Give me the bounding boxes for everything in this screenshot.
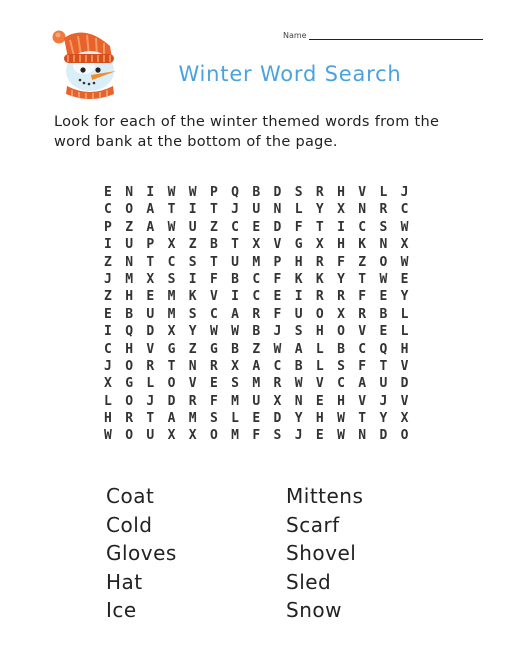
grid-letter[interactable]: H <box>315 411 324 427</box>
word-bank-item: Shovel <box>286 541 357 565</box>
grid-letter[interactable]: S <box>337 358 345 374</box>
grid-letter[interactable]: E <box>315 393 324 409</box>
grid-letter[interactable]: A <box>294 341 303 357</box>
grid-letter[interactable]: A <box>252 358 261 374</box>
grid-letter[interactable]: W <box>337 428 345 444</box>
grid-letter[interactable]: H <box>125 341 134 357</box>
grid-letter[interactable]: B <box>231 341 239 357</box>
grid-letter[interactable]: M <box>252 376 261 392</box>
grid-letter[interactable]: Q <box>231 185 239 200</box>
grid-letter[interactable]: X <box>273 393 282 409</box>
grid-letter[interactable]: V <box>188 376 197 392</box>
grid-letter[interactable]: B <box>209 237 218 253</box>
grid-letter[interactable]: W <box>294 376 303 392</box>
grid-letter[interactable]: X <box>252 237 261 253</box>
word-bank-right-column <box>286 482 363 625</box>
grid-letter[interactable]: F <box>358 358 367 374</box>
word-bank-item: Snow <box>286 598 342 622</box>
name-underline[interactable] <box>309 29 483 40</box>
grid-letter[interactable]: A <box>231 306 239 322</box>
grid-letter[interactable]: U <box>188 219 197 235</box>
grid-letter[interactable]: M <box>252 254 261 270</box>
grid-letter[interactable]: W <box>209 324 218 340</box>
grid-letter[interactable]: N <box>358 202 367 218</box>
grid-letter[interactable]: V <box>400 393 409 409</box>
grid-letter[interactable]: U <box>125 237 134 253</box>
grid-letter[interactable]: O <box>125 393 134 409</box>
grid-letter[interactable]: J <box>294 428 303 444</box>
grid-letter[interactable]: L <box>315 341 324 357</box>
grid-letter[interactable]: K <box>294 271 303 287</box>
word-bank-item: Gloves <box>106 541 177 565</box>
grid-letter[interactable]: C <box>252 271 261 287</box>
grid-letter[interactable]: Q <box>379 341 388 357</box>
grid-letter[interactable]: X <box>188 428 197 444</box>
grid-letter[interactable]: F <box>209 271 218 287</box>
grid-letter[interactable]: U <box>379 376 388 392</box>
grid-letter[interactable]: S <box>379 219 388 235</box>
word-bank-left-column <box>106 482 177 625</box>
grid-letter[interactable]: R <box>358 306 367 322</box>
grid-letter[interactable]: X <box>104 376 112 392</box>
grid-letter[interactable]: N <box>358 428 367 444</box>
grid-letter[interactable]: B <box>337 341 345 357</box>
grid-letter[interactable]: A <box>146 219 155 235</box>
grid-letter[interactable]: R <box>209 358 218 374</box>
grid-letter[interactable]: T <box>358 271 367 287</box>
grid-letter[interactable]: S <box>294 185 303 200</box>
grid-letter[interactable]: T <box>146 411 155 427</box>
grid-letter[interactable]: P <box>273 254 282 270</box>
grid-letter[interactable]: S <box>188 254 197 270</box>
grid-letter[interactable]: N <box>379 237 388 253</box>
grid-letter[interactable]: I <box>337 219 345 235</box>
grid-letter[interactable]: L <box>294 202 303 218</box>
grid-letter[interactable]: Z <box>125 219 134 235</box>
grid-letter[interactable]: W <box>379 271 388 287</box>
grid-letter[interactable]: Y <box>379 411 388 427</box>
grid-letter[interactable]: E <box>315 428 324 444</box>
grid-letter[interactable]: L <box>379 185 388 200</box>
grid-letter[interactable]: V <box>400 358 409 374</box>
grid-letter[interactable]: Y <box>337 271 345 287</box>
grid-letter[interactable]: H <box>337 393 345 409</box>
grid-letter[interactable]: T <box>315 219 324 235</box>
grid-letter[interactable]: E <box>209 376 218 392</box>
grid-letter[interactable]: J <box>104 271 112 287</box>
grid-letter[interactable]: C <box>231 219 239 235</box>
grid-letter[interactable]: E <box>104 185 112 200</box>
grid-letter[interactable]: V <box>146 341 155 357</box>
grid-letter[interactable]: W <box>167 185 176 200</box>
grid-letter[interactable]: X <box>167 237 176 253</box>
grid-letter[interactable]: T <box>209 202 218 218</box>
grid-letter[interactable]: Z <box>358 254 367 270</box>
word-bank-item: Scarf <box>286 512 340 537</box>
grid-letter[interactable]: H <box>104 411 112 427</box>
grid-letter[interactable]: X <box>315 237 324 253</box>
grid-letter[interactable]: O <box>337 324 345 340</box>
grid-letter[interactable]: R <box>315 289 324 305</box>
grid-letter[interactable]: F <box>273 271 282 287</box>
grid-letter[interactable]: O <box>315 306 324 322</box>
grid-letter[interactable]: O <box>400 428 409 444</box>
grid-letter[interactable]: C <box>167 254 176 270</box>
grid-letter[interactable]: B <box>252 185 261 200</box>
grid-letter[interactable]: N <box>188 358 197 374</box>
grid-letter[interactable]: R <box>125 411 134 427</box>
grid-letter[interactable]: U <box>252 393 261 409</box>
grid-letter[interactable]: Z <box>188 341 197 357</box>
grid-letter[interactable]: B <box>231 271 239 287</box>
grid-letter[interactable]: R <box>273 376 282 392</box>
grid-letter[interactable]: C <box>273 358 282 374</box>
grid-letter[interactable]: U <box>146 306 155 322</box>
name-label: Name <box>283 31 307 40</box>
grid-letter[interactable]: K <box>188 289 197 305</box>
grid-letter[interactable]: X <box>337 202 345 218</box>
word-bank-item: Sled <box>286 569 332 594</box>
grid-letter[interactable]: A <box>167 411 176 427</box>
grid-letter[interactable]: N <box>125 254 134 270</box>
grid-letter[interactable]: D <box>273 219 282 235</box>
grid-letter[interactable]: S <box>231 376 239 392</box>
grid-letter[interactable]: Y <box>400 289 409 305</box>
grid-letter[interactable]: V <box>358 324 367 340</box>
grid-letter[interactable]: M <box>231 393 239 409</box>
grid-letter[interactable]: X <box>337 306 345 322</box>
grid-letter[interactable]: N <box>125 185 134 200</box>
grid-letter[interactable]: X <box>231 358 239 374</box>
grid-letter[interactable]: S <box>188 306 197 322</box>
grid-letter[interactable]: R <box>315 254 324 270</box>
grid-letter[interactable]: S <box>273 428 282 444</box>
grid-letter[interactable]: C <box>337 376 345 392</box>
grid-letter[interactable]: T <box>167 358 176 374</box>
grid-letter[interactable]: P <box>209 185 218 200</box>
grid-letter[interactable]: I <box>188 202 197 218</box>
grid-letter[interactable]: V <box>209 289 218 305</box>
grid-letter[interactable]: R <box>252 306 261 322</box>
grid-letter[interactable]: M <box>231 428 239 444</box>
grid-letter[interactable]: R <box>188 393 197 409</box>
grid-letter[interactable]: L <box>146 376 155 392</box>
grid-letter[interactable]: Z <box>252 341 261 357</box>
grid-letter[interactable]: B <box>294 358 303 374</box>
grid-letter[interactable]: B <box>252 324 261 340</box>
grid-letter[interactable]: H <box>315 324 324 340</box>
grid-letter[interactable]: M <box>167 289 176 305</box>
grid-letter[interactable]: O <box>167 376 176 392</box>
grid-letter[interactable]: V <box>315 376 324 392</box>
grid-letter[interactable]: C <box>358 219 367 235</box>
grid-letter[interactable]: I <box>104 237 112 253</box>
grid-letter[interactable]: W <box>167 219 176 235</box>
grid-letter[interactable]: C <box>209 306 218 322</box>
grid-letter[interactable]: X <box>167 324 176 340</box>
grid-letter[interactable]: U <box>231 254 239 270</box>
grid-letter[interactable]: Z <box>104 289 112 305</box>
grid-letter[interactable]: X <box>400 411 409 427</box>
grid-letter[interactable]: N <box>273 202 282 218</box>
grid-letter[interactable]: J <box>231 202 239 218</box>
grid-letter[interactable]: L <box>400 306 409 322</box>
word-bank-item: Mittens <box>286 484 364 508</box>
grid-letter[interactable]: E <box>400 271 409 287</box>
grid-letter[interactable]: Y <box>188 324 197 340</box>
word-bank-item: Coat <box>106 484 155 508</box>
grid-letter[interactable]: D <box>146 324 155 340</box>
grid-letter[interactable]: M <box>167 306 176 322</box>
grid-letter[interactable]: T <box>379 358 388 374</box>
grid-letter[interactable]: L <box>400 324 409 340</box>
grid-letter[interactable]: O <box>125 428 134 444</box>
grid-letter[interactable]: W <box>273 341 282 357</box>
grid-letter[interactable]: Y <box>294 411 303 427</box>
grid-letter[interactable]: I <box>188 271 197 287</box>
grid-letter[interactable]: T <box>167 202 176 218</box>
grid-letter[interactable]: O <box>125 202 134 218</box>
grid-letter[interactable]: C <box>358 341 367 357</box>
word-bank-item: Hat <box>106 569 143 594</box>
grid-letter[interactable]: T <box>231 237 239 253</box>
name-field[interactable] <box>283 29 483 40</box>
grid-letter[interactable]: A <box>358 376 367 392</box>
grid-letter[interactable]: N <box>294 393 303 409</box>
grid-letter[interactable]: H <box>337 237 345 253</box>
grid-letter[interactable]: C <box>104 202 112 218</box>
grid-letter[interactable]: K <box>358 237 367 253</box>
grid-letter[interactable]: W <box>231 324 239 340</box>
grid-letter[interactable]: W <box>337 411 345 427</box>
grid-letter[interactable]: J <box>400 185 409 200</box>
grid-letter[interactable]: E <box>252 411 261 427</box>
grid-letter[interactable]: F <box>209 393 218 409</box>
grid-letter[interactable]: Z <box>209 219 218 235</box>
grid-letter[interactable]: D <box>167 393 176 409</box>
grid-letter[interactable]: E <box>273 289 282 305</box>
grid-letter[interactable]: I <box>294 289 303 305</box>
grid-letter[interactable]: V <box>358 393 367 409</box>
grid-letter[interactable]: X <box>400 237 409 253</box>
grid-letter[interactable]: J <box>146 393 155 409</box>
grid-letter[interactable]: T <box>146 254 155 270</box>
grid-letter[interactable]: S <box>294 324 303 340</box>
grid-letter[interactable]: G <box>167 341 176 357</box>
grid-letter[interactable]: D <box>400 376 409 392</box>
grid-letter[interactable]: D <box>379 428 388 444</box>
grid-letter[interactable]: G <box>125 376 134 392</box>
grid-letter[interactable]: D <box>273 185 282 200</box>
grid-letter[interactable]: X <box>146 271 155 287</box>
grid-letter[interactable]: A <box>146 202 155 218</box>
grid-letter[interactable]: V <box>358 185 367 200</box>
grid-letter[interactable]: E <box>146 289 155 305</box>
grid-letter[interactable]: L <box>231 411 239 427</box>
grid-letter[interactable]: K <box>315 271 324 287</box>
grid-letter[interactable]: W <box>104 428 112 444</box>
grid-letter[interactable]: H <box>337 185 345 200</box>
grid-letter[interactable]: C <box>104 341 112 357</box>
grid-letter[interactable]: B <box>379 306 388 322</box>
grid-letter[interactable]: T <box>209 254 218 270</box>
grid-letter[interactable]: H <box>294 254 303 270</box>
grid-letter[interactable]: L <box>315 358 324 374</box>
grid-letter[interactable]: W <box>400 219 409 235</box>
grid-letter[interactable]: M <box>125 271 134 287</box>
grid-letter[interactable]: P <box>146 237 155 253</box>
grid-letter[interactable]: I <box>231 289 239 305</box>
grid-letter[interactable]: U <box>294 306 303 322</box>
grid-letter[interactable]: H <box>400 341 409 357</box>
grid-letter[interactable]: E <box>379 324 388 340</box>
grid-letter[interactable]: O <box>209 428 218 444</box>
grid-letter[interactable]: F <box>294 219 303 235</box>
grid-letter[interactable]: Z <box>104 254 112 270</box>
grid-letter[interactable]: Y <box>315 202 324 218</box>
grid-letter[interactable]: T <box>358 411 367 427</box>
grid-letter[interactable]: W <box>188 185 197 200</box>
grid-letter[interactable]: O <box>379 254 388 270</box>
grid-letter[interactable]: C <box>252 289 261 305</box>
grid-letter[interactable]: W <box>400 254 409 270</box>
grid-letter[interactable]: C <box>400 202 409 218</box>
grid-letter[interactable]: V <box>273 237 282 253</box>
grid-letter[interactable]: G <box>294 237 303 253</box>
grid-letter[interactable]: B <box>125 306 134 322</box>
grid-letter[interactable]: H <box>125 289 134 305</box>
grid-letter[interactable]: O <box>125 358 134 374</box>
grid-letter[interactable]: S <box>167 271 176 287</box>
word-bank-item: Cold <box>106 512 153 537</box>
grid-letter[interactable]: J <box>379 393 388 409</box>
grid-letter[interactable]: X <box>167 428 176 444</box>
grid-letter[interactable]: P <box>104 219 112 235</box>
grid-letter[interactable]: U <box>146 428 155 444</box>
grid-letter[interactable]: E <box>379 289 388 305</box>
grid-letter[interactable]: J <box>273 324 282 340</box>
grid-letter[interactable]: I <box>104 324 112 340</box>
grid-letter[interactable]: Q <box>125 324 134 340</box>
grid-letter[interactable]: R <box>146 358 155 374</box>
word-search-grid <box>104 184 422 445</box>
grid-letter[interactable]: R <box>379 202 388 218</box>
grid-letter[interactable]: Z <box>188 237 197 253</box>
grid-letter[interactable]: F <box>252 428 261 444</box>
grid-letter[interactable]: S <box>209 411 218 427</box>
grid-letter[interactable]: I <box>146 185 155 200</box>
grid-letter[interactable]: F <box>273 306 282 322</box>
grid-letter[interactable]: U <box>252 202 261 218</box>
grid-letter[interactable]: M <box>188 411 197 427</box>
grid-letter[interactable]: D <box>273 411 282 427</box>
page-title: Winter Word Search <box>178 62 402 86</box>
word-bank-item: Ice <box>106 598 137 622</box>
grid-letter[interactable]: E <box>104 306 112 322</box>
grid-letter[interactable]: R <box>337 289 345 305</box>
grid-letter[interactable]: F <box>358 289 367 305</box>
grid-letter[interactable]: J <box>104 358 112 374</box>
grid-letter[interactable]: G <box>209 341 218 357</box>
grid-letter[interactable]: E <box>252 219 261 235</box>
grid-letter[interactable]: L <box>104 393 112 409</box>
grid-letter[interactable]: R <box>315 185 324 200</box>
grid-letter[interactable]: F <box>337 254 345 270</box>
instructions-text: Look for each of the winter themed words from the word bank at the bottom of the page. <box>54 114 440 150</box>
